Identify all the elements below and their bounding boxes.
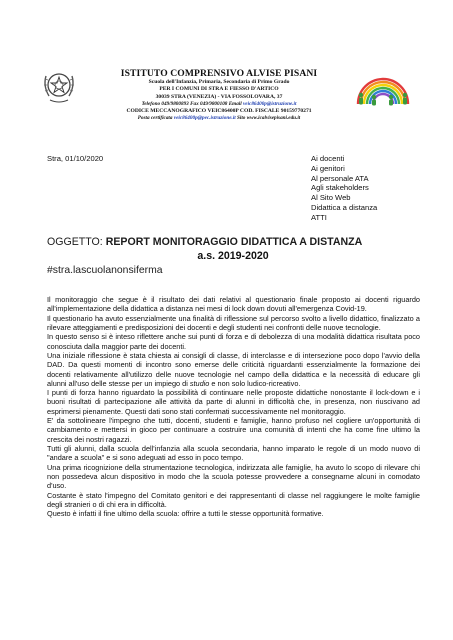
body-paragraph: Una prima ricognizione della strumentazione tecnologica, indirizzata alle famiglie, ha avuto lo scopo di rilevare chi non possedeva alcun dispositivo in modo che la scuola potesse provvedere a consegnarne alcuni in comodato d'uso. <box>47 462 420 491</box>
body-paragraph: In questo senso si è inteso riflettere anche sui punti di forza e di debolezza di una modalità didattica risultata poco conosciuta dalla maggior parte dei docenti. <box>47 332 420 351</box>
school-codes: CODICE MECCANOGRAFICO VEIC86400P COD. FISCALE 90159770271 <box>126 108 312 115</box>
school-year: a.s. 2019-2020 <box>197 250 269 262</box>
subject-title: REPORT MONITORAGGIO DIDATTICA A DISTANZA <box>105 236 363 248</box>
document-date: Stra, 01/10/2020 <box>47 154 104 163</box>
body-text-segment: Una iniziale riflessione è stata chiesta ai consigli di classe, di interclasse e di intersezione poco dopo l'avvio della DAD. Da questi momenti di incontro sono emerse delle criticità riguardanti essenzialmente la formazione dei docenti relativamente all'utilizzo delle nuove tecnologie nel campo della didattica e la necessità di educare gli alunni all'uso delle stesse per un impiego di <box>47 350 420 388</box>
rainbow-children-logo-icon <box>352 68 414 108</box>
report-body <box>47 295 420 519</box>
letterhead <box>86 68 352 123</box>
recipient-item: Agli stakeholders <box>311 183 369 193</box>
italian-republic-emblem-icon <box>42 66 76 106</box>
pec-link[interactable]: veic86400p@pec.istruzione.it <box>173 115 236 122</box>
recipient-item: ATTI <box>311 212 327 222</box>
body-paragraph: I punti di forza hanno riguardato la possibilità di continuare nelle proposte didattiche nonostante il lock-down e i buoni risultati di partecipazione alle attività da parte di alunni in difficoltà che, in presenza, non riuscivano ad esprimersi pienamente. Questi dati sono stati confermati successivamente nel monitoraggio. <box>47 388 420 416</box>
body-paragraph: Costante è stato l'impegno del Comitato genitori e dei rappresentanti di classe nel raggiungere le molte famiglie degli stranieri o di chi era in difficoltà. <box>47 490 420 509</box>
email-label: Email <box>228 100 242 107</box>
body-paragraph: Il monitoraggio che segue è il risultato dei dati relativi al questionario finale proposto ai docenti riguardo all'implementazione della didattica a distanza nei mesi di lock down dovuti all'emergenza Covid-19. <box>47 295 420 314</box>
body-text-segment: e non solo ludico-ricreativo. <box>209 378 301 388</box>
recipient-item: Al Sito Web <box>311 193 351 203</box>
school-address: 30039 STRA (VENEZIA) - VIA FOSSOLOVARA, 37 <box>155 93 283 100</box>
body-paragraph <box>47 351 420 388</box>
recipient-item: Ai docenti <box>311 154 345 163</box>
body-paragraph: Tutti gli alunni, dalla scuola dell'infanzia alla scuola secondaria, hanno imparato le regole di un modo nuovo di "andare a scuola" e si sono adeguati ad esso in poco tempo. <box>47 444 420 463</box>
pec-line <box>86 115 352 122</box>
municipalities: PER I COMUNI DI STRA E FIESSO D'ARTICO <box>159 86 279 93</box>
body-text-emphasis: studio <box>189 378 210 388</box>
pec-label: Posta certificata <box>137 115 173 122</box>
site-link[interactable]: www.icalvisepisani.edu.it <box>246 115 301 122</box>
body-paragraph: E' da sottolineare l'impegno che tutti, docenti, studenti e famiglie, hanno profuso nel cogliere un'opportunità di cambiamento e mettersi in gioco per continuare a costruire una comunità di intenti che ha come fine ultimo la crescita dei nostri ragazzi. <box>47 416 420 444</box>
school-name: ISTITUTO COMPRENSIVO ALVISE PISANI <box>120 68 318 79</box>
body-paragraph: Questo è infatti il fine ultimo della scuola: offrire a tutti le stesse opportunità formative. <box>47 509 324 519</box>
body-paragraph: Il questionario ha avuto essenzialmente una finalità di riflessione sul percorso svolto a livello didattico, finalizzato a rilevare atteggiamenti e predisposizioni dei docenti e degli studenti nei confronti delle nuove tecnologie. <box>47 313 420 332</box>
contact-line <box>86 101 352 108</box>
email-link[interactable]: veic86400p@istruzione.it <box>242 100 297 107</box>
phone-fax: Telefono 049/9800893 Fax 049/9800108 <box>141 100 228 107</box>
hashtag: #stra.lascuolanonsiferma <box>47 265 163 276</box>
recipient-item: Didattica a distanza <box>311 202 378 212</box>
site-label: Sito <box>237 115 246 122</box>
recipient-item: Ai genitori <box>311 163 345 173</box>
subject-prefix: OGGETTO: <box>47 236 103 248</box>
subject-line <box>47 236 419 249</box>
school-type: Scuola dell'Infanzia, Primaria, Secondaria di Primo Grado <box>148 79 290 85</box>
recipients-list <box>311 154 377 223</box>
recipient-item: Al personale ATA <box>311 173 369 183</box>
